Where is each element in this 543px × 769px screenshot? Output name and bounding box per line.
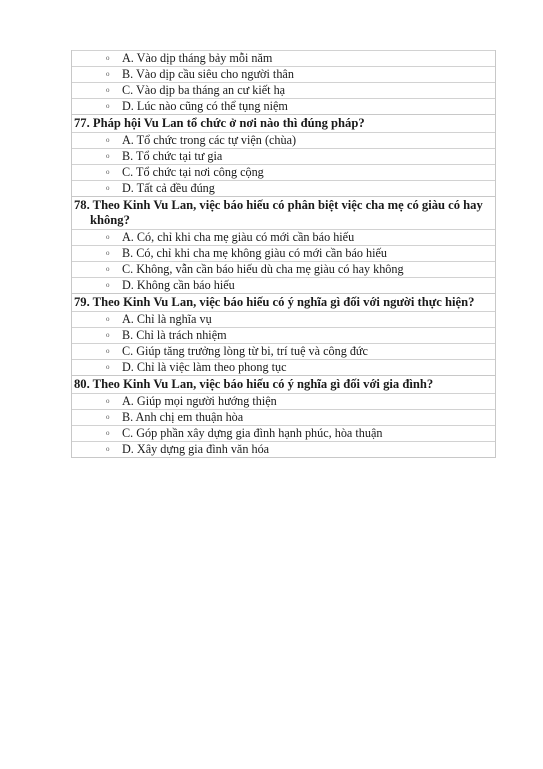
option-label: D. Xây dựng gia đình văn hóa [122,442,270,456]
question-heading [72,293,495,311]
question-heading [72,114,495,132]
option-item[interactable] [72,327,495,343]
question-text: Theo Kinh Vu Lan, việc báo hiếu có ý nghĩa gì đối với người thực hiện? [92,295,475,309]
question-text: Pháp hội Vu Lan tổ chức ở nơi nào thì đúng pháp? [92,116,365,130]
radio-bullet-icon: o [106,397,110,405]
option-item[interactable] [72,132,495,148]
question-heading [72,196,495,229]
option-label: A. Chỉ là nghĩa vụ [122,312,212,326]
option-label: A. Giúp mọi người hướng thiện [122,394,277,408]
radio-bullet-icon: o [106,70,110,78]
option-label: B. Tổ chức tại tư gia [122,149,223,163]
option-item[interactable] [72,82,495,98]
question-number: 80. [74,377,90,391]
option-item[interactable] [72,277,495,293]
option-label: D. Tất cả đều đúng [122,181,215,195]
option-label: B. Chỉ là trách nhiệm [122,328,227,342]
quiz-block [71,50,496,458]
option-item[interactable] [72,180,495,196]
radio-bullet-icon: o [106,102,110,110]
option-label: C. Không, vẫn cần báo hiếu dù cha mẹ giàu có hay không [122,262,404,276]
question-text: Theo Kinh Vu Lan, việc báo hiếu có ý nghĩa gì đối với gia đình? [92,377,434,391]
radio-bullet-icon: o [106,413,110,421]
radio-bullet-icon: o [106,445,110,453]
radio-bullet-icon: o [106,315,110,323]
question-text: Theo Kinh Vu Lan, việc báo hiếu có phân biệt việc cha mẹ có giàu có hay [92,198,483,212]
option-label: D. Lúc nào cũng có thể tụng niệm [122,99,288,113]
question-number: 79. [74,295,90,309]
option-item[interactable] [72,261,495,277]
option-item[interactable] [72,425,495,441]
option-item[interactable] [72,359,495,375]
option-label: C. Góp phần xây dựng gia đình hạnh phúc, hòa thuận [122,426,383,440]
radio-bullet-icon: o [106,331,110,339]
radio-bullet-icon: o [106,54,110,62]
radio-bullet-icon: o [106,249,110,257]
question-heading [72,375,495,393]
radio-bullet-icon: o [106,168,110,176]
radio-bullet-icon: o [106,281,110,289]
option-item[interactable] [72,164,495,180]
option-item[interactable] [72,311,495,327]
option-item[interactable] [72,245,495,261]
radio-bullet-icon: o [106,429,110,437]
option-item[interactable] [72,393,495,409]
radio-bullet-icon: o [106,347,110,355]
option-item[interactable] [72,66,495,82]
radio-bullet-icon: o [106,265,110,273]
option-label: D. Không cần báo hiếu [122,278,235,292]
option-label: B. Có, chỉ khi cha mẹ không giàu có mới cần báo hiếu [122,246,388,260]
radio-bullet-icon: o [106,86,110,94]
option-item[interactable] [72,409,495,425]
option-label: C. Tổ chức tại nơi công cộng [122,165,264,179]
option-label: B. Vào dịp cầu siêu cho người thân [122,67,294,81]
option-item[interactable] [72,343,495,359]
option-item[interactable] [72,50,495,66]
option-item[interactable] [72,148,495,164]
radio-bullet-icon: o [106,152,110,160]
option-label: D. Chỉ là việc làm theo phong tục [122,360,287,374]
radio-bullet-icon: o [106,233,110,241]
option-label: C. Vào dịp ba tháng an cư kiết hạ [122,83,286,97]
question-number: 77. [74,116,90,130]
option-label: B. Anh chị em thuận hòa [122,410,244,424]
question-text-continued: không? [90,213,130,227]
option-label: C. Giúp tăng trưởng lòng từ bi, trí tuệ và công đức [122,344,368,358]
question-number: 78. [74,198,90,212]
option-label: A. Có, chỉ khi cha mẹ giàu có mới cần báo hiếu [122,230,355,244]
option-item[interactable] [72,441,495,457]
option-label: A. Tổ chức trong các tự viện (chùa) [122,133,297,147]
option-item[interactable] [72,229,495,245]
option-label: A. Vào dịp tháng bảy mỗi năm [122,51,273,65]
radio-bullet-icon: o [106,136,110,144]
option-item[interactable] [72,98,495,114]
radio-bullet-icon: o [106,184,110,192]
radio-bullet-icon: o [106,363,110,371]
